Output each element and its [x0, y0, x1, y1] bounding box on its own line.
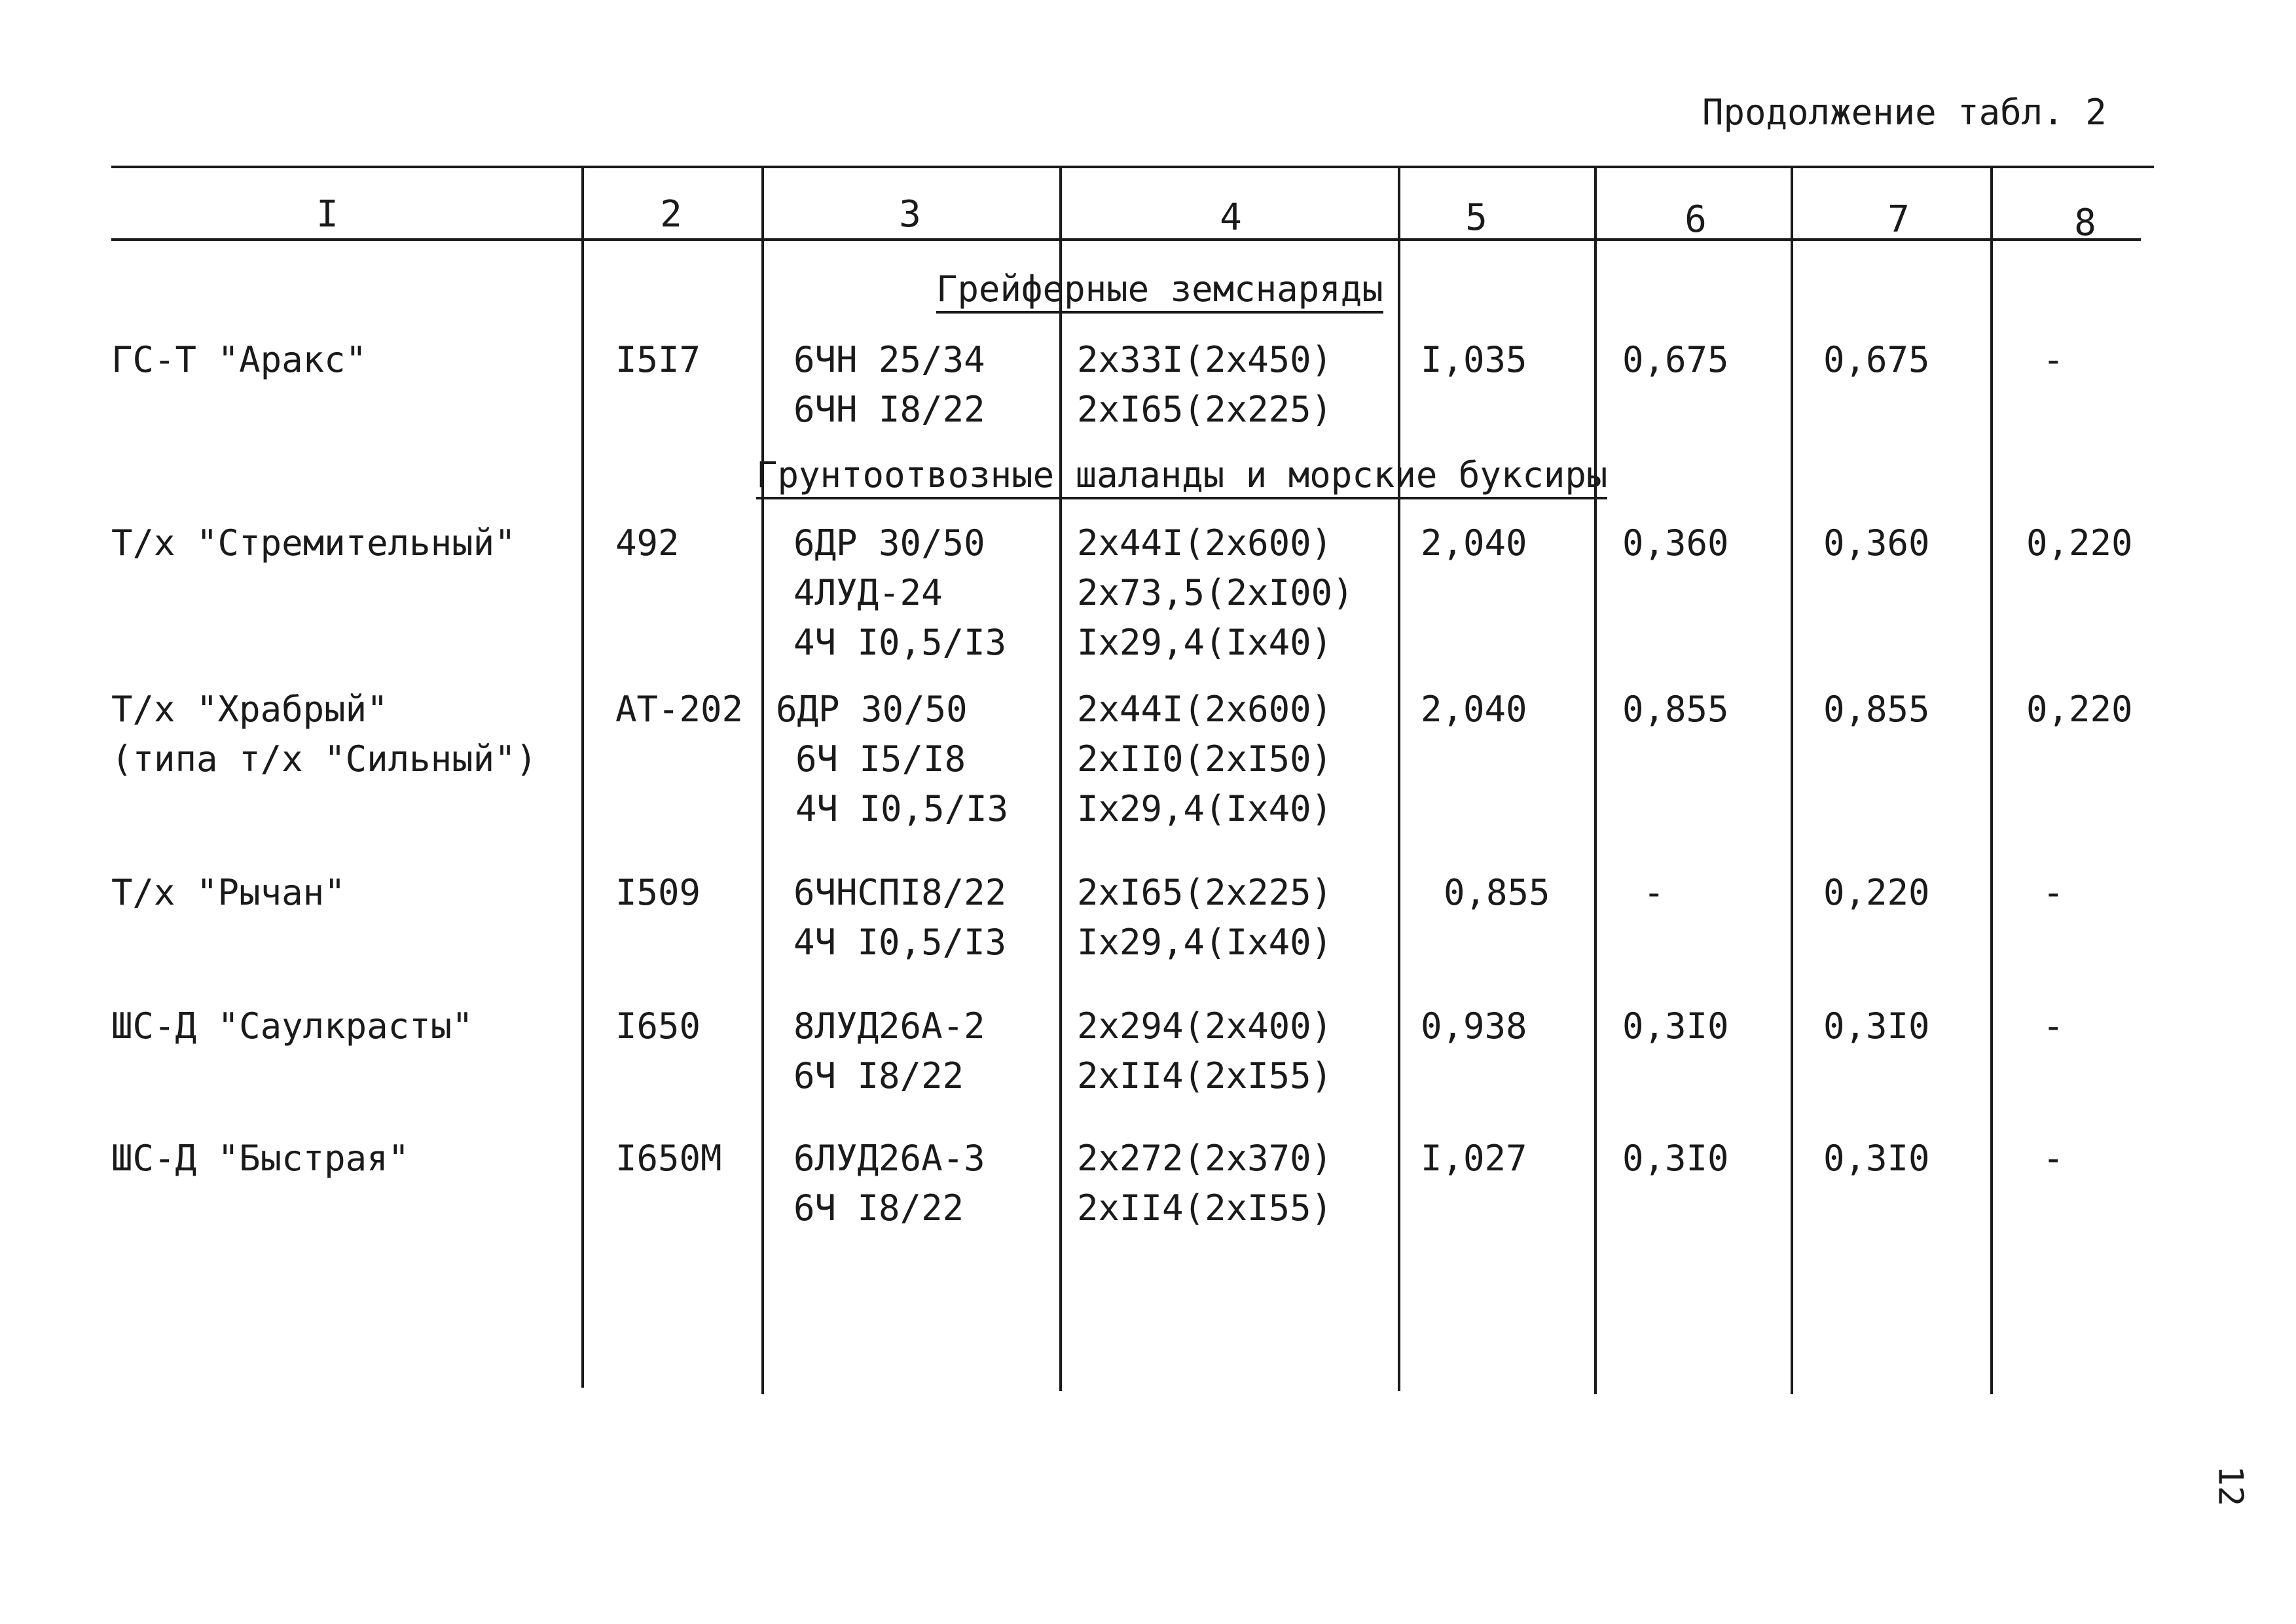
table-row-6-vessel: ШС-Д "Быстрая" [111, 1138, 410, 1179]
table-row-4-engines: 6ЧНСПI8/22 4Ч I0,5/I3 [793, 872, 1007, 963]
table-row-6-col6: 0,3I0 [1622, 1138, 1729, 1179]
table-row-2-col7: 0,360 [1823, 522, 1930, 564]
header-col-6: 6 [1685, 198, 1707, 241]
header-col-7: 7 [1887, 198, 1910, 241]
table-row-5-power: 2x294(2x400) 2xII4(2xI55) [1077, 1005, 1333, 1096]
column-divider-7 [1990, 167, 1993, 1394]
table-row-2-engines: 6ДР 30/50 4ЛУД-24 4Ч I0,5/I3 [793, 522, 1007, 663]
table-row-1-vessel: ГС-Т "Аракс" [111, 339, 367, 380]
table-row-4-col6: - [1643, 872, 1665, 913]
table-row-6-engines: 6ЛУД26А-3 6Ч I8/22 [793, 1138, 985, 1229]
table-row-3-col6: 0,855 [1622, 689, 1729, 730]
table-top-rule [111, 166, 2154, 168]
table-row-6-col7: 0,3I0 [1823, 1138, 1930, 1179]
table-row-5-engines: 8ЛУД26А-2 6Ч I8/22 [793, 1005, 985, 1096]
table-row-4-project: I509 [615, 872, 701, 913]
column-divider-2 [761, 167, 764, 1394]
table-row-1-col8: - [2043, 339, 2064, 380]
header-col-2: 2 [660, 193, 682, 236]
table-row-5-col5: 0,938 [1421, 1005, 1527, 1047]
table-row-4-vessel: Т/х "Рычан" [111, 872, 346, 913]
table-row-4-col7: 0,220 [1823, 872, 1930, 913]
table-row-1-power: 2x33I(2x450) 2xI65(2x225) [1077, 339, 1333, 430]
header-col-4: 4 [1220, 196, 1242, 239]
table-row-5-col7: 0,3I0 [1823, 1005, 1930, 1047]
table-row-4-col8: - [2043, 872, 2064, 913]
table-row-6-col5: I,027 [1421, 1138, 1527, 1179]
table-row-1-col5: I,035 [1421, 339, 1527, 380]
table-row-6-col8: - [2043, 1138, 2064, 1179]
table-row-5-vessel: ШС-Д "Саулкрасты" [111, 1005, 473, 1047]
table-row-1-project: I5I7 [615, 339, 701, 380]
column-divider-3 [1059, 167, 1062, 1391]
section-title-hopper-barges: Грунтоотвозные шаланды и морские буксиры [756, 454, 1607, 499]
table-row-2-col8: 0,220 [2026, 522, 2133, 564]
table-row-3-power: 2x44I(2x600) 2xII0(2xI50) Ix29,4(Ix40) [1077, 689, 1333, 829]
table-row-1-col7: 0,675 [1823, 339, 1930, 380]
header-col-1: I [316, 193, 338, 236]
table-row-6-power: 2x272(2x370) 2xII4(2xI55) [1077, 1138, 1333, 1229]
table-row-3-engines: 6ДР 30/50 6Ч I5/I8 4Ч I0,5/I3 [776, 689, 1009, 829]
header-col-5: 5 [1465, 196, 1487, 239]
table-row-3-col7: 0,855 [1823, 689, 1930, 730]
table-row-2-col6: 0,360 [1622, 522, 1729, 564]
table-row-2-power: 2x44I(2x600) 2x73,5(2xI00) Ix29,4(Ix40) [1077, 522, 1354, 663]
table-row-1-col6: 0,675 [1622, 339, 1729, 380]
table-row-3-project: АТ-202 [615, 689, 744, 730]
table-row-2-col5: 2,040 [1421, 522, 1527, 564]
table-row-2-project: 492 [615, 522, 680, 564]
column-divider-5 [1594, 167, 1597, 1394]
table-row-2-vessel: Т/х "Стремительный" [111, 522, 516, 564]
column-divider-6 [1791, 167, 1793, 1394]
page-number: 12 [2210, 1465, 2250, 1507]
table-row-5-col6: 0,3I0 [1622, 1005, 1729, 1047]
column-divider-1 [581, 167, 584, 1388]
table-row-6-project: I650М [615, 1138, 722, 1179]
table-row-3-col5: 2,040 [1421, 689, 1527, 730]
table-row-4-col5: 0,855 [1444, 872, 1550, 913]
table-row-3-vessel: Т/х "Храбрый" (типа т/х "Сильный") [111, 689, 538, 780]
section-title-grab-dredgers: Грейферные земснаряды [936, 268, 1383, 314]
table-row-1-engines: 6ЧН 25/34 6ЧН I8/22 [793, 339, 985, 430]
column-divider-4 [1398, 167, 1400, 1391]
table-caption: Продолжение табл. 2 [1702, 92, 2107, 133]
table-row-5-project: I650 [615, 1005, 701, 1047]
table-row-5-col8: - [2043, 1005, 2064, 1047]
header-col-8: 8 [2074, 202, 2096, 244]
table-row-3-col8: 0,220 [2026, 689, 2133, 730]
table-row-4-power: 2xI65(2x225) Ix29,4(Ix40) [1077, 872, 1333, 963]
header-col-3: 3 [899, 193, 921, 236]
